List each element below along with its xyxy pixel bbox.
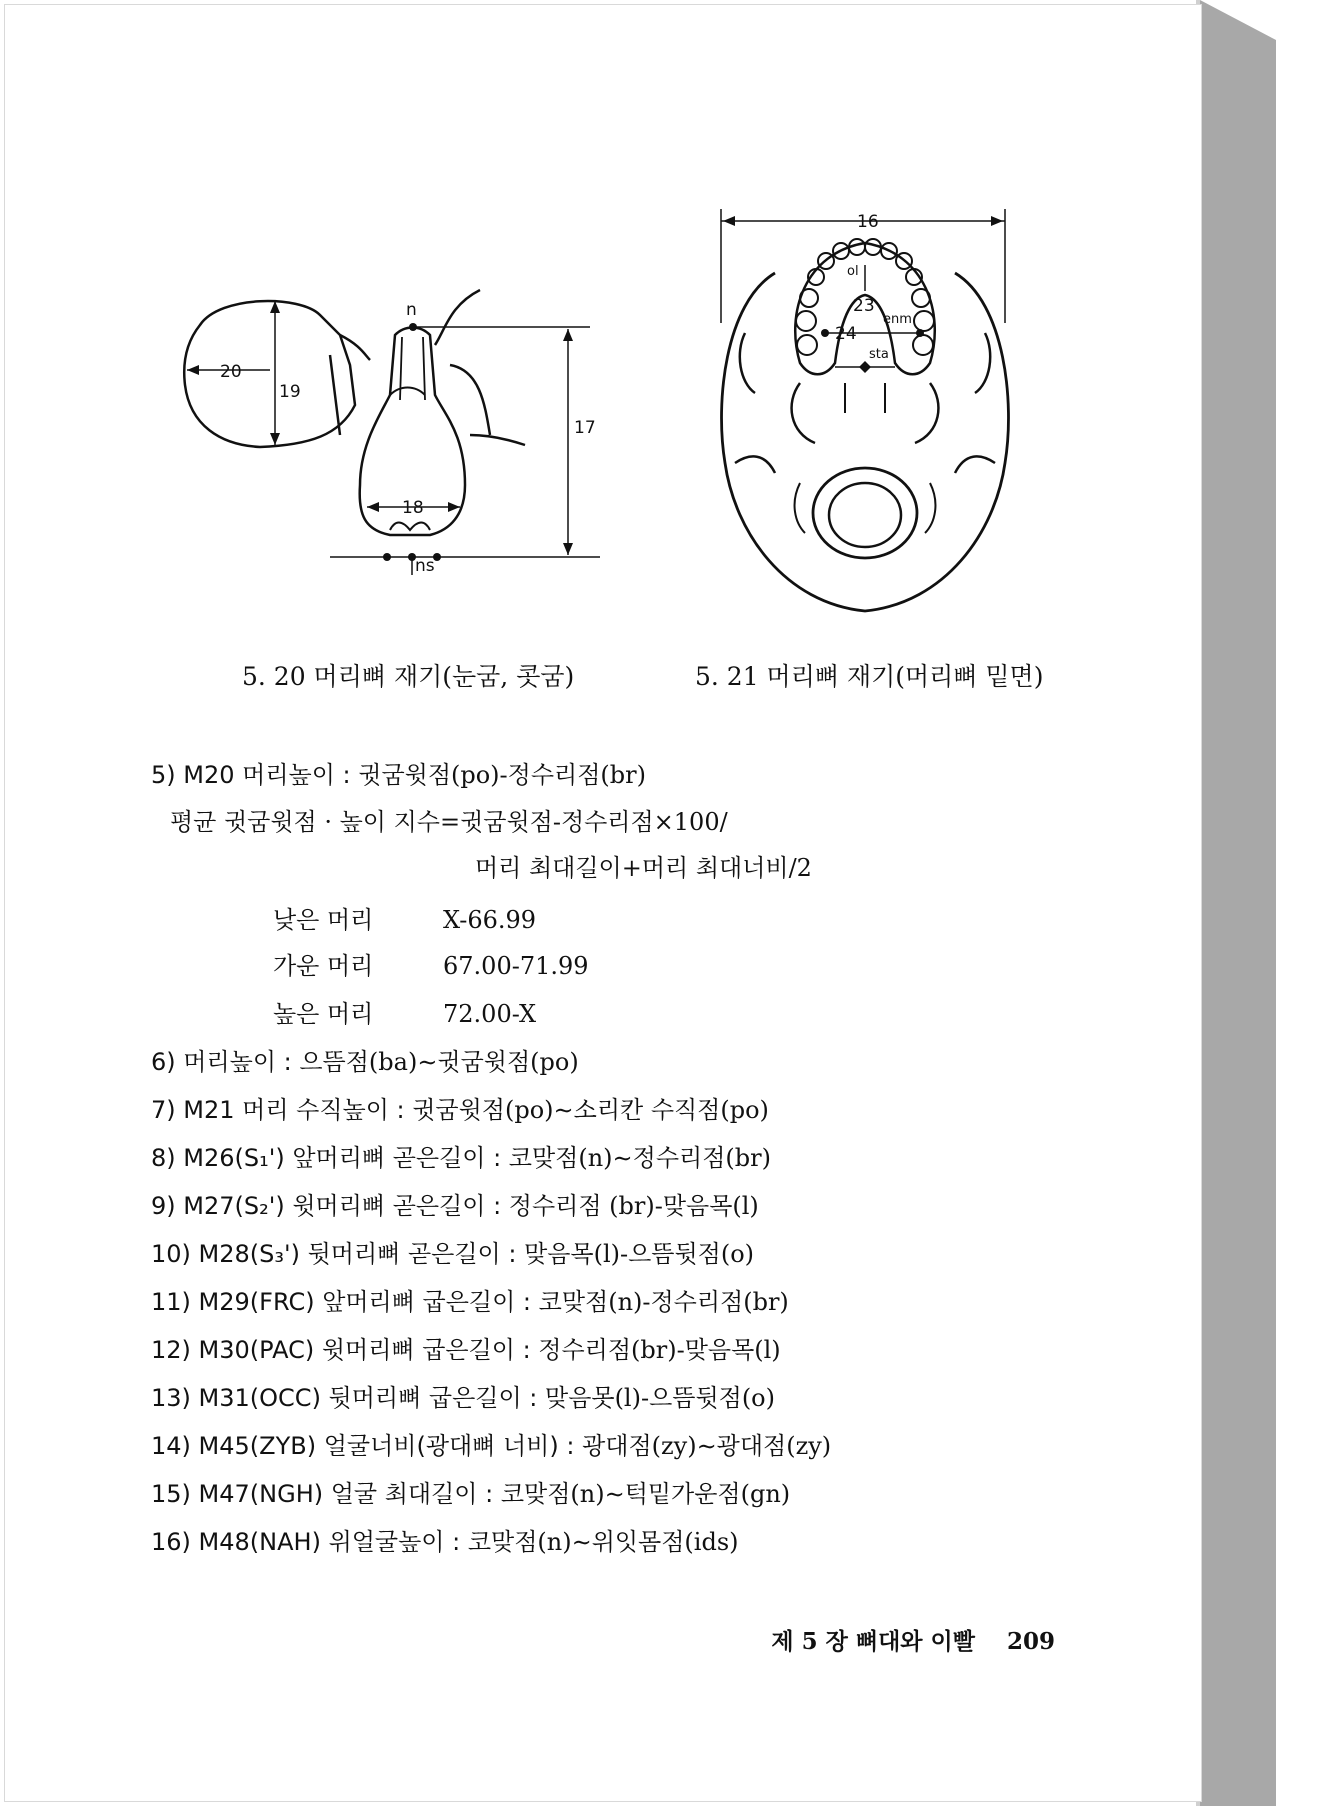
label-n: n xyxy=(406,300,417,320)
figure-caption-5-21: 5. 21 머리뼈 재기(머리뼈 밑면) xyxy=(695,662,1044,691)
list-item: 6) 머리높이 : 으뜸점(ba)∼귓굼윗점(po) xyxy=(151,1048,579,1076)
label-enm: enm xyxy=(883,312,912,327)
label-20: 20 xyxy=(220,362,242,382)
list-item: 13) M31(OCC) 뒷머리뼈 굽은길이 : 맞음못(l)-으뜸뒷점(o) xyxy=(151,1384,775,1412)
formula-line-1: 평균 귓굼윗점 · 높이 지수=귓굼윗점-정수리점×100/ xyxy=(170,808,728,836)
book-page xyxy=(4,4,1202,1802)
label-18: 18 xyxy=(402,498,424,518)
label-17: 17 xyxy=(574,418,596,438)
class-name: 높은 머리 xyxy=(273,1000,374,1028)
list-item: 8) M26(S₁') 앞머리뼈 곧은길이 : 코맞점(n)∼정수리점(br) xyxy=(151,1144,771,1172)
list-item: 14) M45(ZYB) 얼굴너비(광대뼈 너비) : 광대점(zy)∼광대점(zy) xyxy=(151,1432,832,1460)
list-item: 7) M21 머리 수직높이 : 귓굼윗점(po)∼소리칸 수직점(po) xyxy=(151,1096,769,1124)
label-19: 19 xyxy=(279,382,301,402)
list-item: 12) M30(PAC) 윗머리뼈 굽은길이 : 정수리점(br)-맞음목(l) xyxy=(151,1336,781,1364)
class-range: X-66.99 xyxy=(443,906,537,934)
list-item: 10) M28(S₃') 뒷머리뼈 곧은길이 : 맞음목(l)-으뜸뒷점(o) xyxy=(151,1240,755,1268)
label-ol: ol xyxy=(847,264,859,279)
list-item-5: 5) M20 머리높이 : 귓굼윗점(po)-정수리점(br) xyxy=(151,761,646,789)
label-sta: sta xyxy=(869,347,889,362)
list-item: 11) M29(FRC) 앞머리뼈 굽은길이 : 코맞점(n)-정수리점(br) xyxy=(151,1288,789,1316)
page-number: 209 xyxy=(1006,1628,1055,1655)
label-16: 16 xyxy=(857,212,879,232)
figure-caption-5-20: 5. 20 머리뼈 재기(눈굼, 콧굼) xyxy=(242,662,575,691)
figure-orbit-nasal xyxy=(180,285,660,615)
formula-line-2: 머리 최대길이+머리 최대너비/2 xyxy=(475,854,812,882)
list-item: 15) M47(NGH) 얼굴 최대길이 : 코맞점(n)∼턱밑가운점(gn) xyxy=(151,1480,791,1508)
class-name: 낮은 머리 xyxy=(273,906,374,934)
figure-skull-base xyxy=(705,203,1035,623)
list-item: 9) M27(S₂') 윗머리뼈 곧은길이 : 정수리점 (br)-맞음목(l) xyxy=(151,1192,759,1220)
class-range: 67.00-71.99 xyxy=(443,952,589,980)
page-edge xyxy=(1196,0,1319,1806)
label-23: 23 xyxy=(853,296,875,316)
label-ns: ns xyxy=(415,556,435,576)
page-footer xyxy=(771,1623,1055,1656)
class-range: 72.00-X xyxy=(443,1000,537,1028)
list-item: 16) M48(NAH) 위얼굴높이 : 코맞점(n)∼위잇몸점(ids) xyxy=(151,1528,739,1556)
class-name: 가운 머리 xyxy=(273,952,374,980)
label-24: 24 xyxy=(835,324,857,344)
chapter-title: 제 5 장 뼈대와 이빨 xyxy=(771,1628,975,1655)
